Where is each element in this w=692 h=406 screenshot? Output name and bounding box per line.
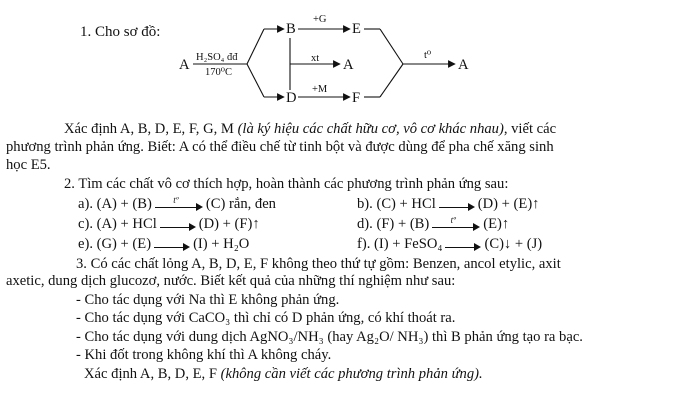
q3-bullet-1: - Cho tác dụng với Na thì E không phản ứng.: [76, 292, 340, 308]
reaction-d: d). (F) + (B) tº (E)↑: [357, 214, 510, 232]
reaction-b: b). (C) + HCl (D) + (E)↑: [357, 196, 540, 212]
q1-para-line2: phương trình phản ứng. Biết: A có thể điều chế từ tinh bột và được dùng để pha chế xăng sinh: [6, 139, 554, 155]
label-xt: xt: [311, 53, 320, 64]
node-e: E: [352, 21, 361, 37]
reaction-a: a). (A) + (B) tº (C) rắn, đen: [78, 194, 276, 212]
label-m: +M: [312, 84, 328, 95]
q1-title: 1. Cho sơ đồ:: [80, 24, 161, 40]
reaction-f: f). (I) + FeSO₄ (C)↓ + (J): [357, 236, 543, 252]
branch-up: [247, 29, 264, 64]
reaction-c: c). (A) + HCl (D) + (F)↑: [78, 216, 260, 232]
line-e-join: [380, 29, 403, 64]
arrow: [160, 219, 196, 231]
q2-title: 2. Tìm các chất vô cơ thích hợp, hoàn thành các phương trình phản ứng sau:: [64, 176, 509, 192]
reaction-e: e). (G) + (E) (I) + H₂O: [78, 236, 250, 252]
q3-conclusion: Xác định A, B, D, E, F (không cần viết các phương trình phản ứng).: [84, 366, 483, 382]
q3-line2: axetic, dung dịch glucozơ, nước. Biết kết quả của những thí nghiệm như sau:: [6, 273, 456, 289]
q1-para-line1: Xác định A, B, D, E, F, G, M (là ký hiệu các chất hữu cơ, vô cơ khác nhau), viết các: [64, 121, 557, 137]
label-t0: t⁰: [424, 50, 432, 61]
arrow: [154, 239, 190, 251]
node-f: F: [352, 90, 361, 106]
heat-arrow: tº: [432, 219, 480, 231]
q3-bullet-2: - Cho tác dụng với CaCO₃ thì chỉ có D phản ứng, có khí thoát ra.: [76, 310, 456, 326]
cond-acid: H₂SO₄ đđ: [196, 52, 238, 63]
node-d: D: [286, 90, 297, 106]
line-f-join: [380, 64, 403, 97]
arrow: [445, 239, 481, 251]
heat-arrow: tº: [155, 199, 203, 211]
cond-temp: 170⁰C: [205, 67, 232, 78]
node-a-start: A: [179, 57, 190, 73]
label-g: +G: [313, 14, 327, 25]
node-a-mid: A: [343, 57, 354, 73]
branch-down: [247, 64, 264, 97]
arrow: [439, 199, 475, 211]
node-b: B: [286, 21, 296, 37]
q3-bullet-4: - Khi đốt trong không khí thì A không cháy.: [76, 347, 332, 363]
node-a-final: A: [458, 57, 469, 73]
q3-line1: 3. Có các chất lỏng A, B, D, E, F không theo thứ tự gồm: Benzen, ancol etylic, axit: [76, 256, 561, 272]
q3-bullet-3: - Cho tác dụng với dung dịch AgNO₃/NH₃ (hay Ag₂O/ NH₃) thì B phản ứng tạo ra bạc.: [76, 329, 583, 345]
q1-para-line3: học E5.: [6, 157, 51, 173]
